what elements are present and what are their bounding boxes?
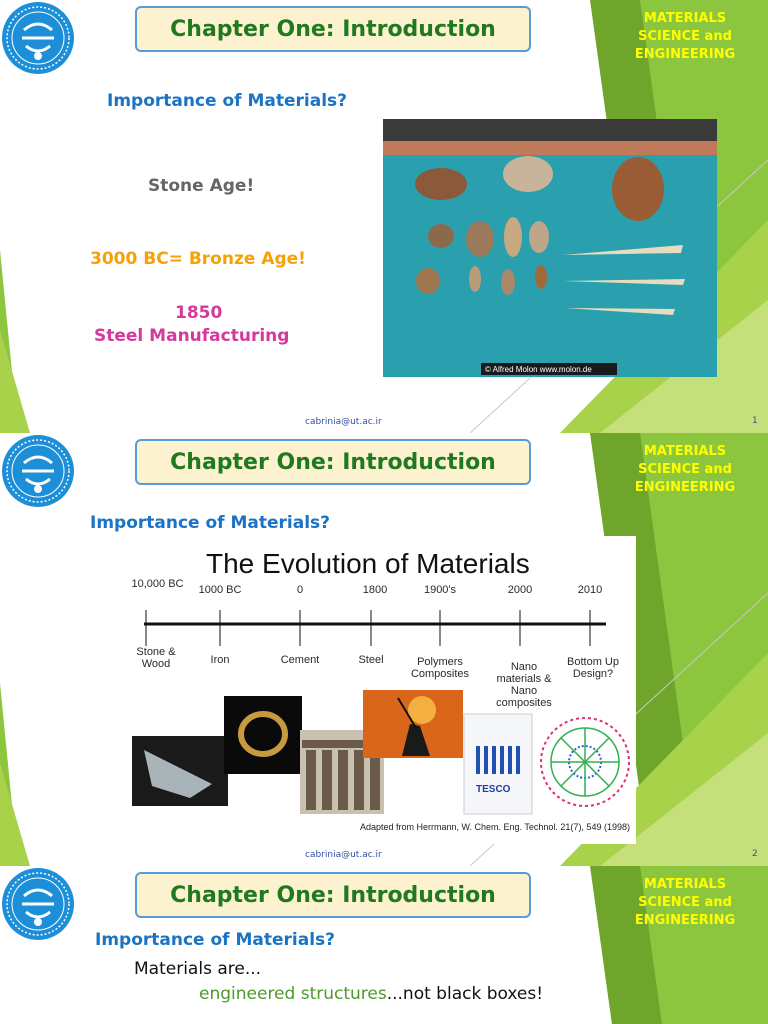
slide-1	[0, 0, 768, 434]
timeline-year: 10,000 BC	[131, 578, 184, 590]
bronze-age-text: 3000 BC= Bronze Age!	[90, 249, 306, 269]
slide-2	[0, 433, 768, 867]
slide-3	[0, 866, 768, 1024]
timeline-axis	[130, 598, 636, 648]
brand-line-1: MATERIALS	[643, 877, 727, 892]
brand-line-1: MATERIALS	[643, 11, 727, 26]
timeline-label: Iron	[210, 654, 230, 666]
timeline-year: 1900's	[423, 584, 457, 596]
timeline-year: 2010	[577, 584, 603, 596]
stone-age-text: Stone Age!	[148, 176, 255, 196]
slide-title: Chapter One: Introduction	[135, 439, 531, 485]
timeline-label: Stone & Wood	[136, 646, 176, 670]
timeline-year: 0	[296, 584, 304, 596]
brand-label	[620, 876, 750, 930]
brand-line-3: ENGINEERING	[634, 480, 736, 495]
footer-email: cabrinia@ut.ac.ir	[305, 417, 382, 427]
slide-title: Chapter One: Introduction	[135, 6, 531, 52]
university-logo-icon	[0, 433, 76, 509]
brand-line-2: SCIENCE and	[638, 895, 732, 910]
timeline-title: The Evolution of Materials	[206, 548, 530, 579]
timeline-year: 1800	[362, 584, 388, 596]
evolution-of-materials-figure	[130, 536, 636, 844]
iron-torc-image	[224, 696, 302, 774]
engineered-structures-text: engineered structures	[199, 984, 387, 1004]
stone-tools-photo	[383, 119, 717, 377]
brand-label	[620, 10, 750, 64]
timeline-label: Steel	[358, 654, 384, 666]
photo-caption: © Alfred Molon www.molon.de	[485, 365, 592, 374]
steel-year-text: 1850	[175, 303, 223, 323]
brand-line-2: SCIENCE and	[638, 462, 732, 477]
brand-line-1: MATERIALS	[643, 444, 727, 459]
footer-email: cabrinia@ut.ac.ir	[305, 850, 382, 860]
timeline-label: Cement	[280, 654, 320, 666]
slide-subtitle: Importance of Materials?	[90, 513, 331, 533]
plastic-bag-image	[464, 714, 532, 814]
brand-line-3: ENGINEERING	[634, 913, 736, 928]
steel-manufacturing-text: Steel Manufacturing	[94, 326, 290, 346]
brand-line-3: ENGINEERING	[634, 47, 736, 62]
engineered-structures-line	[199, 984, 543, 1004]
nano-structure-image	[541, 718, 629, 806]
materials-are-text: Materials are...	[134, 959, 262, 979]
university-logo-icon	[0, 866, 76, 942]
timeline-label: Nano materials & Nano composites	[496, 661, 552, 709]
page-number: 2	[752, 849, 758, 859]
timeline-label: Polymers Composites	[410, 656, 470, 680]
not-black-boxes-text: ...not black boxes!	[386, 984, 544, 1004]
figure-citation: Adapted from Herrmann, W. Chem. Eng. Technol. 21(7), 549 (1998)	[360, 822, 630, 832]
materials-images	[130, 688, 636, 818]
timeline-label: Bottom Up Design?	[567, 656, 619, 680]
timeline-year: 1000 BC	[198, 584, 242, 596]
slide-title: Chapter One: Introduction	[135, 872, 531, 918]
university-logo-icon	[0, 0, 76, 76]
slide-subtitle: Importance of Materials?	[107, 91, 348, 111]
brand-label	[620, 443, 750, 497]
timeline-year: 2000	[507, 584, 533, 596]
slide-subtitle: Importance of Materials?	[95, 930, 336, 950]
tesco-label: TESCO	[476, 784, 511, 795]
brand-line-2: SCIENCE and	[638, 29, 732, 44]
page-number: 1	[752, 416, 758, 426]
